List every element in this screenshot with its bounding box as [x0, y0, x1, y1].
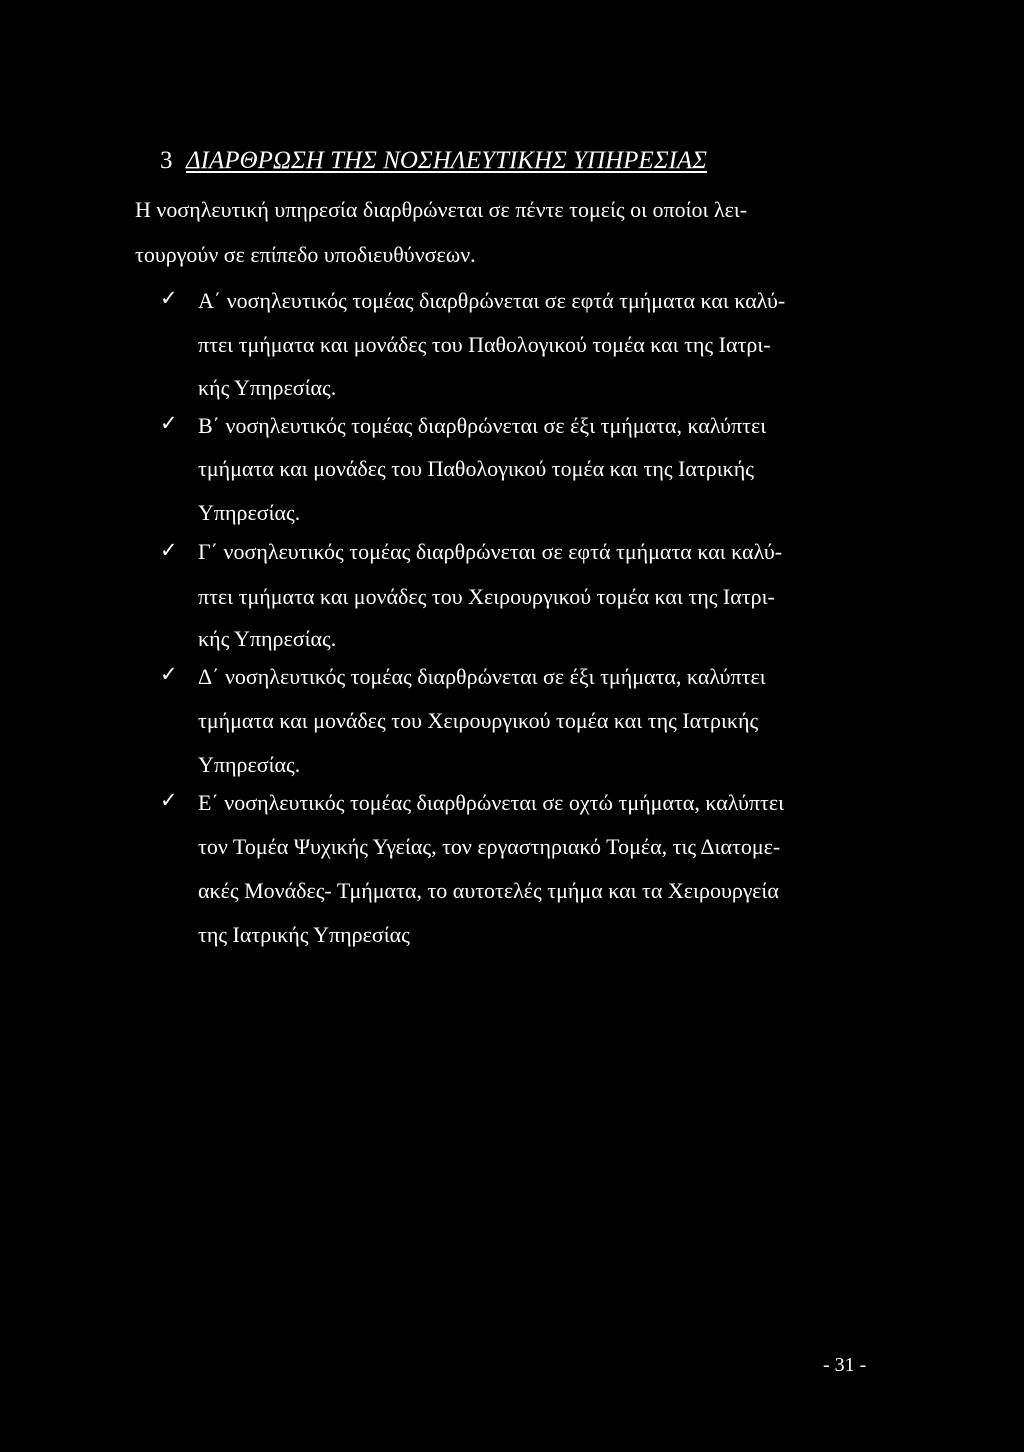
bullet-line: Δ΄ νοσηλευτικός τομέας διαρθρώνεται σε έξι τμήματα, καλύπτει — [198, 664, 766, 689]
bullet-line: Α΄ νοσηλευτικός τομέας διαρθρώνεται σε εφτά τμήματα και καλύ- — [198, 288, 786, 313]
checkmark-icon: ✓ — [160, 538, 178, 562]
bullet-line: Υπηρεσίας. — [198, 752, 301, 777]
intro-line: Η νοσηλευτική υπηρεσία διαρθρώνεται σε πέντε τομείς οι οποίοι λει- — [135, 197, 748, 222]
intro-line: τουργούν σε επίπεδο υποδιευθύνσεων. — [135, 242, 476, 267]
bullet-line: τμήματα και μονάδες του Χειρουργικού τομέα και της Ιατρικής — [198, 708, 759, 733]
checkmark-icon: ✓ — [160, 788, 178, 812]
bullet-line: Γ΄ νοσηλευτικός τομέας διαρθρώνεται σε εφτά τμήματα και καλύ- — [198, 539, 783, 564]
checkmark-icon: ✓ — [160, 411, 178, 435]
bullet-line: πτει τμήματα και μονάδες του Παθολογικού τομέα και της Ιατρι- — [198, 332, 771, 357]
bullet-line: πτει τμήματα και μονάδες του Χειρουργικού τομέα και της Ιατρι- — [198, 584, 775, 609]
page-number: - 31 - — [823, 1354, 867, 1376]
bullet-line: κής Υπηρεσίας. — [198, 375, 337, 400]
bullet-line: Ε΄ νοσηλευτικός τομέας διαρθρώνεται σε οχτώ τμήματα, καλύπτει — [198, 790, 785, 815]
checkmark-icon: ✓ — [160, 662, 178, 686]
heading-title: ΔΙΑΡΘΡΩΣΗ ΤΗΣ ΝΟΣΗΛΕΥΤΙΚΗΣ ΥΠΗΡΕΣΙΑΣ — [186, 147, 708, 174]
bullet-line: Β΄ νοσηλευτικός τομέας διαρθρώνεται σε έξι τμήματα, καλύπτει — [198, 413, 767, 438]
section-heading — [160, 147, 707, 175]
bullet-line: Υπηρεσίας. — [198, 500, 301, 525]
bullet-line: κής Υπηρεσίας. — [198, 626, 337, 651]
heading-marker: 3 — [160, 147, 173, 174]
checkmark-icon: ✓ — [160, 286, 178, 310]
bullet-line: τμήματα και μονάδες του Παθολογικού τομέα και της Ιατρικής — [198, 456, 754, 481]
bullet-line: της Ιατρικής Υπηρεσίας — [198, 922, 410, 947]
bullet-line: ακές Μονάδες- Τμήματα, το αυτοτελές τμήμα και τα Χειρουργεία — [198, 878, 779, 903]
bullet-line: τον Τομέα Ψυχικής Υγείας, τον εργαστηριακό Τομέα, τις Διατομε- — [198, 834, 781, 859]
